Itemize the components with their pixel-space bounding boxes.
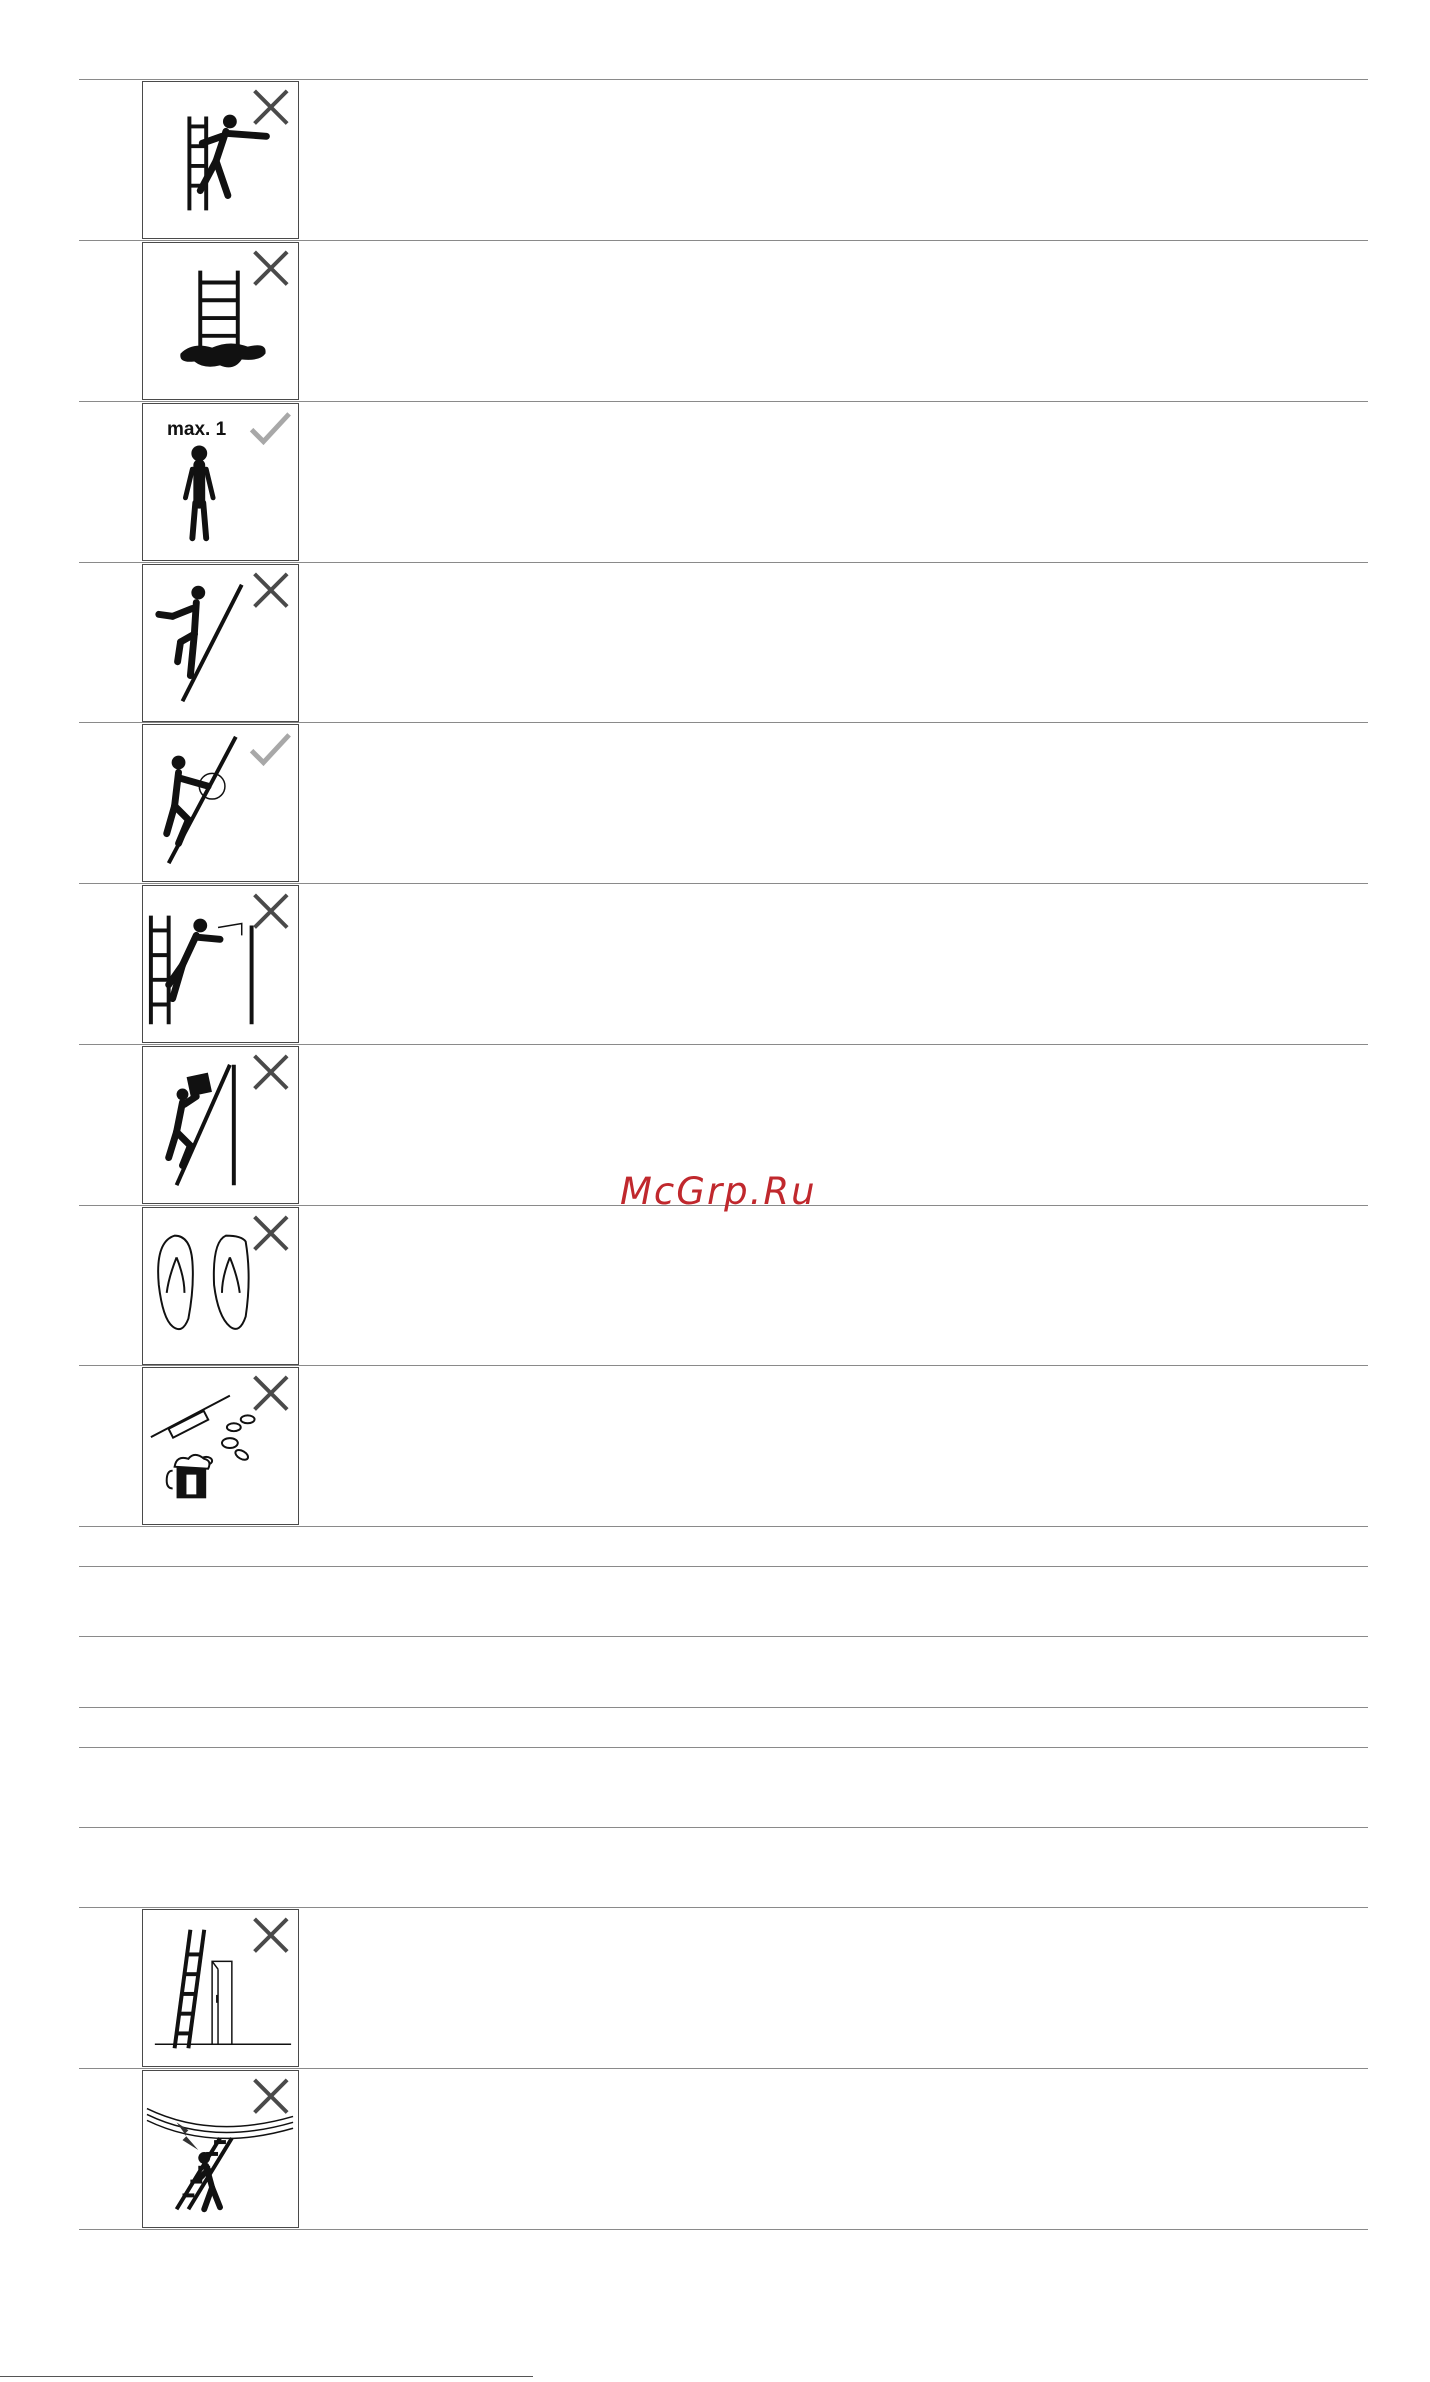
row-divider: [79, 1044, 1368, 1045]
pictogram-panel: [142, 1207, 299, 1365]
pictogram-panel: [142, 724, 299, 882]
row-divider: [79, 79, 1368, 80]
pictogram-panel: [142, 81, 299, 239]
row-divider: [79, 722, 1368, 723]
pictogram-panel: [142, 885, 299, 1043]
row-divider: [79, 1907, 1368, 1908]
footer-rule: [0, 2376, 533, 2377]
cross-icon: [143, 243, 298, 399]
cross-icon: [143, 2071, 298, 2227]
row-divider: [79, 562, 1368, 563]
pictogram-panel: [142, 564, 299, 722]
cross-icon: [143, 886, 298, 1042]
row-divider: [79, 1747, 1368, 1748]
row-divider: [79, 1566, 1368, 1567]
cross-icon: [143, 1208, 298, 1364]
row-divider: [79, 240, 1368, 241]
cross-icon: [143, 565, 298, 721]
row-divider: [79, 1707, 1368, 1708]
pictogram-panel: [142, 242, 299, 400]
pictogram-panel: [142, 403, 299, 561]
cross-icon: [143, 82, 298, 238]
row-divider: [79, 1827, 1368, 1828]
pictogram-panel: [142, 1909, 299, 2067]
row-divider: [79, 401, 1368, 402]
cross-icon: [143, 1047, 298, 1203]
pictogram-panel: [142, 1046, 299, 1204]
check-icon: [143, 725, 298, 881]
row-divider: [79, 1365, 1368, 1366]
cross-icon: [143, 1368, 298, 1524]
check-icon: [143, 404, 298, 560]
pictogram-panel: [142, 2070, 299, 2228]
row-divider: [79, 2068, 1368, 2069]
cross-icon: [143, 1910, 298, 2066]
row-divider: [79, 883, 1368, 884]
row-divider: [79, 1526, 1368, 1527]
row-divider: [79, 1636, 1368, 1637]
pictogram-panel: [142, 1367, 299, 1525]
max-persons-label: max. 1: [167, 419, 227, 440]
row-divider: [79, 2229, 1368, 2230]
watermark: McGrp.Ru: [620, 1170, 817, 1213]
